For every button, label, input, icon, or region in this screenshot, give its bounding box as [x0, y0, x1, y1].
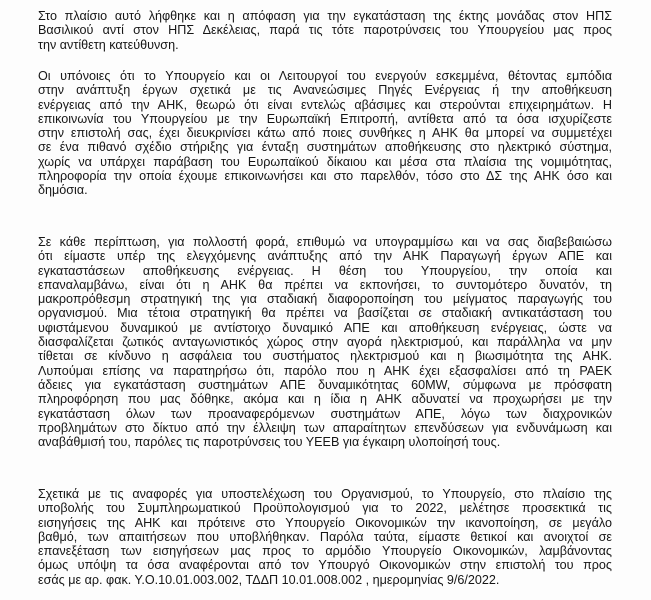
text-line: μακροπρόθεσμη στρατηγική της για σταδιακή διαφοροποίηση του μείγματος παραγωγής του [38, 292, 612, 307]
text-line: εγκατάσταση όλων των προαναφερόμενων συστημάτων ΑΠΕ, λόγω των διαχρονικών [38, 406, 612, 421]
text-line: ενέργειας από την ΑΗΚ, θεωρώ ότι είναι εντελώς αβάσιμες και στερούνται επιχειρημάτων. Η [38, 97, 612, 112]
text-line: Σε κάθε περίπτωση, για πολλοστή φορά, επιθυμώ να υπογραμμίσω και να σας διαβεβαιώσω [38, 235, 612, 249]
text-line: δημόσια. [38, 183, 88, 198]
text-line: στην ανάπτυξη έργων σχετικά με τις Ανανεώσιμες Πηγές Ενέργειας ή την αποθήκευση [38, 83, 612, 98]
text-line: άδειες για εγκατάσταση συστημάτων ΑΠΕ δυναμικότητας 60MW, σύμφωνα με πρόσφατη [38, 377, 612, 392]
text-line: Σχετικά με τις αναφορές για υποστελέχωση του Οργανισμού, το Υπουργείο, στο πλαίσιο της [38, 487, 612, 501]
text-line: επαναλαμβάνω, είναι ότι η ΑΗΚ θα πρέπει να εκπονήσει, το συντομότερο δυνατόν, τη [38, 277, 612, 292]
text-line: στην επιστολή σας, έχει διευκρινίσει κάτω από ποιες συνθήκες η ΑΗΚ θα μπορεί να συμμετέχει [38, 126, 612, 141]
text-line: τίθεται σε κίνδυνο η ασφάλεια του συστήματος ηλεκτρισμού και η βιωσιμότητα της ΑΗΚ. [38, 349, 612, 364]
paragraph-renewables-storage [38, 69, 612, 198]
text-line: εισηγήσεις της ΑΗΚ και πρότεινε στο Υπουργείο Οικονομικών την ικανοποίηση, σε μεγάλο [38, 515, 612, 530]
text-line: υποβολής του Συμπληρωματικού Προϋπολογισμού για το 2022, μελέτησε προσεκτικά τις [38, 501, 612, 516]
text-line: βαθμό, των απαιτήσεων που υποβλήθηκαν. Παρόλα ταύτα, είμαστε θετικοί και ανοιχτοί σε [38, 529, 612, 544]
text-line: επικοινωνία του Υπουργείου με την Ευρωπαϊκή Επιτροπή, αντίθετα από τα όσα ισχυρίζεστε [38, 111, 612, 126]
paragraph-unit-installation [38, 9, 612, 52]
text-line: εσάς με αρ. φακ. Υ.Ο.10.01.003.002, ΤΔΔΠ 10.01.008.002 , ημερομηνίας 9/6/2022. [38, 572, 500, 587]
text-line: εγκαταστάσεων αποθήκευσης ενέργειας. Η θέση του Υπουργείου, την οποία και [38, 263, 612, 278]
text-line: χωρίς να υπάρχει παράβαση του Ευρωπαϊκού δίκαιου και μέσα στα πλαίσια της νομιμότητας, [38, 154, 612, 169]
text-line: σε ένα πιθανό σχέδιο στήριξης για ένταξη συστημάτων αποθήκευσης στο ηλεκτρικό σύστημα, [38, 140, 612, 155]
text-line: οργανισμού. Μια τέτοια στρατηγική θα πρέπει να βασίζεται σε σταδιακή αντικατάσταση του [38, 306, 612, 321]
text-line: ότι είμαστε υπέρ της ελεγχόμενης ανάπτυξης από την ΑΗΚ Παραγωγή έργων ΑΠΕ και [38, 249, 612, 264]
text-line: επανεξέταση των εισηγήσεων μας προς το αρμόδιο Υπουργείο Οικονομικών, λαμβάνοντας [38, 544, 612, 559]
paragraph-staffing [38, 487, 612, 587]
text-line: Βασιλικού αντί στον ΗΠΣ Δεκέλειας, παρά τις τότε παροτρύνσεις του Υπουργείου μας προς [38, 23, 612, 38]
text-line: υφιστάμενου δυναμικού με αντίστοιχο δυναμικό ΑΠΕ και αποθήκευση ενέργειας, ώστε να [38, 320, 612, 335]
text-line: την αντίθετη κατεύθυνση. [38, 37, 179, 52]
text-line: πληροφορία την οποία έχουμε επικοινωνήσει και στο παρελθόν, τόσο στο ΔΣ της ΑΗΚ όσο και [38, 169, 612, 184]
text-line: Στο πλαίσιο αυτό λήφθηκε και η απόφαση για την εγκατάσταση της έκτης μονάδας στον ΗΠΣ [38, 9, 612, 23]
text-line: διασφαλίζεται ζωτικός ανταγωνιστικός χώρος στην αγορά ηλεκτρισμού, και παράλληλα να μην [38, 335, 612, 350]
text-line: πληροφόρηση που μας δόθηκε, ακόμα και η ίδια η ΑΗΚ αδυνατεί να προχωρήσει με την [38, 392, 612, 407]
text-line: αναβάθμισή του, παρόλες τις παροτρύνσεις του ΥΕΕΒ για έγκαιρη υλοποίησή τους. [38, 435, 501, 450]
text-line: Οι υπόνοιες ότι το Υπουργείο και οι Λειτουργοί του ενεργούν εσκεμμένα, θέτοντας εμπόδια [38, 69, 612, 83]
text-line: προβλημάτων στο δίκτυο από την έλλειψη των απαραίτητων επενδύσεων για ενδυνάμωση και [38, 420, 612, 435]
text-line: όμως υπόψη τα όσα αναφέρονται από τον Υπουργό Οικονομικών στην επιστολή του προς [38, 558, 612, 573]
text-line: Λυπούμαι επίσης να παρατηρήσω ότι, παρόλο που η ΑΗΚ έχει εξασφαλίσει από τη ΡΑΕΚ [38, 363, 612, 378]
paragraph-strategy [38, 235, 612, 449]
